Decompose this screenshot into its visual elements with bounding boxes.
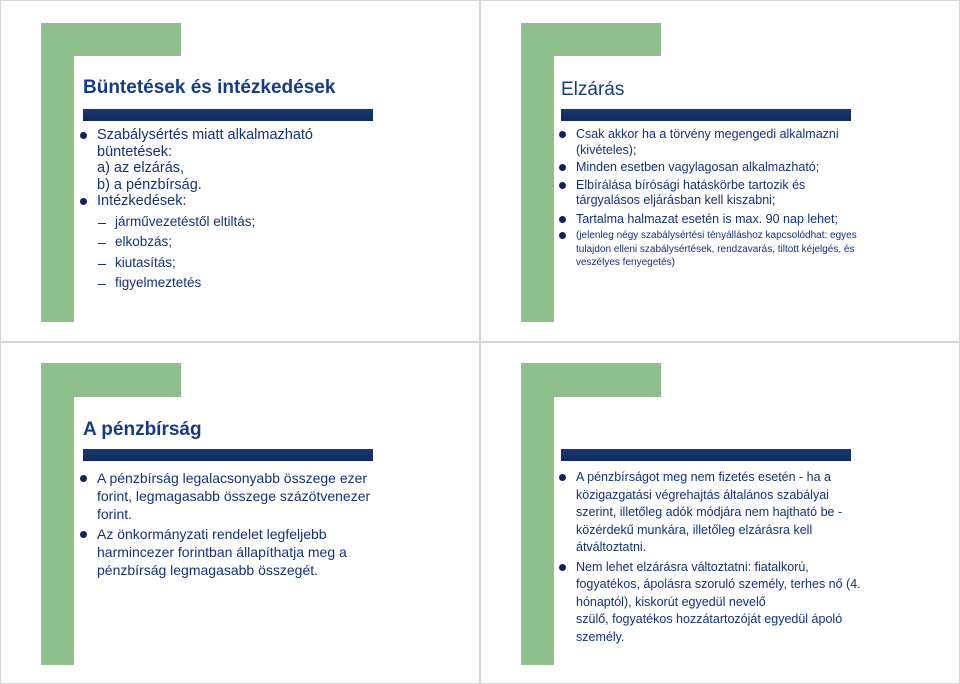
slide-bullets [97,469,467,579]
list-item: kiutasítás; [115,255,457,272]
slide-bullets [576,469,951,646]
list-item: Az önkormányzati rendelet legfeljebb harmincezer forintban állapíthatja meg a pénzbírság legmagasabb összegét. [97,525,467,579]
slide-title: Elzárás [561,79,625,100]
list-item: Intézkedések: [97,193,457,210]
slide-accent-top [41,23,181,56]
list-item: A pénzbírságot meg nem fizetés esetén - ha a közigazgatási végrehajtás általános szabályai szerint, illetőleg adók módjára nem hajtható be - közérdekű munkára, illetőleg elzárásra kell átváltoztatni. [576,469,951,557]
list-item: A pénzbírság legalacsonyabb összege ezer forint, legmagasabb összege százötvenezer forint. [97,469,467,523]
list-item: Elbírálása bírósági hatáskörbe tartozik és tárgyalásos eljárásban kell kiszabni; [576,178,946,209]
list-item: figyelmeztetés [115,275,457,292]
list-item: járművezetéstől eltiltás; [115,214,457,231]
slide-accent-top [41,363,181,397]
title-rule [561,109,853,121]
slide-3 [0,342,480,684]
list-item: Minden esetben vagylagosan alkalmazható; [576,160,946,176]
slide-bullets [576,127,946,270]
list-item: Tartalma halmazat esetén is max. 90 nap lehet; [576,212,946,228]
list-item: Nem lehet elzárásra változtatni: fiatalkorú, fogyatékos, ápolásra szoruló személy, terhes nő (4. hónaptól), kiskorút egyedül nevelő szülő, fogyatékos hozzátartozóját egyedül ápoló személy. [576,559,951,647]
slide-1 [0,0,480,342]
slide-accent-top [521,23,661,56]
slide-accent-side [521,56,554,322]
slide-title: Büntetések és intézkedések [83,77,336,98]
slide-accent-top [521,363,661,397]
slide-4 [480,342,960,684]
list-item: Csak akkor ha a törvény megengedi alkalmazni (kivételes); [576,127,946,158]
title-rule [83,109,375,121]
slide-title: A pénzbírság [83,419,202,440]
slide-bullets [97,127,457,292]
list-item: Szabálysértés miatt alkalmazható büntetések: a) az elzárás, b) a pénzbírság. [97,127,457,193]
slide-accent-side [41,56,74,322]
list-item: (jelenleg négy szabálysértési tényálláshoz kapcsolódhat: egyes tulajdon elleni szabálysértések, rendzavarás, tiltott kéjelgés, és veszélyes fenyegetés) [576,229,946,270]
slide-2 [480,0,960,342]
title-rule [561,449,853,461]
title-rule [83,449,375,461]
slide-accent-side [41,397,74,665]
slide-accent-side [521,397,554,665]
list-item: elkobzás; [115,234,457,251]
